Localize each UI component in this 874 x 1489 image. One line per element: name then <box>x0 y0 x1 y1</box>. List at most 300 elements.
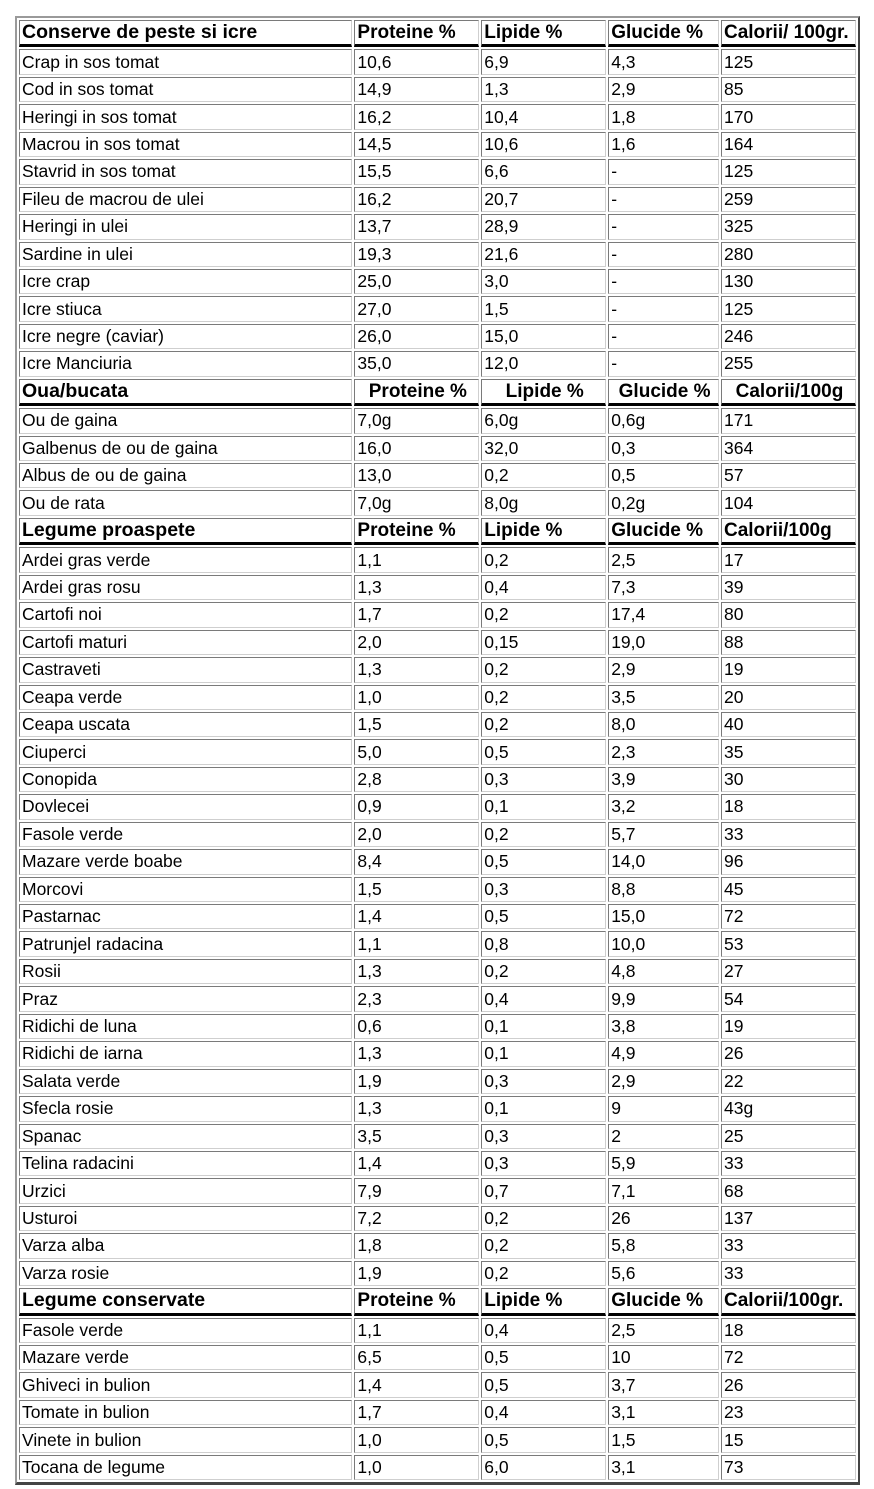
table-row <box>19 904 856 929</box>
food-name-cell: Rosii <box>19 959 352 984</box>
nutrient-value-cell: 54 <box>721 986 856 1011</box>
nutrient-value-cell: 0,1 <box>481 794 606 819</box>
nutrient-value-cell: 1,7 <box>354 1400 479 1425</box>
table-row <box>19 602 856 627</box>
nutrient-value-cell: 3,7 <box>608 1372 719 1397</box>
nutrient-value-cell: 137 <box>721 1206 856 1231</box>
nutrient-value-cell: 6,0 <box>481 1455 606 1480</box>
nutrient-value-cell: 1,0 <box>354 1427 479 1452</box>
nutrient-value-cell: 39 <box>721 575 856 600</box>
nutrient-value-cell: 0,2g <box>608 490 719 515</box>
nutrient-value-cell: 6,5 <box>354 1345 479 1370</box>
nutrient-value-cell: 5,9 <box>608 1151 719 1176</box>
food-name-cell: Icre stiuca <box>19 296 352 321</box>
table-row <box>19 657 856 682</box>
nutrient-value-cell: 7,2 <box>354 1206 479 1231</box>
nutrient-value-cell: - <box>608 242 719 267</box>
nutrient-value-cell: - <box>608 269 719 294</box>
nutrient-value-cell: 10 <box>608 1345 719 1370</box>
nutrient-value-cell: 26 <box>721 1372 856 1397</box>
nutrient-value-cell: 0,2 <box>481 547 606 572</box>
column-header: Glucide % <box>608 1288 719 1315</box>
nutrient-value-cell: 0,2 <box>481 657 606 682</box>
nutrient-value-cell: 1,0 <box>354 685 479 710</box>
food-name-cell: Patrunjel radacina <box>19 931 352 956</box>
food-name-cell: Fasole verde <box>19 822 352 847</box>
food-name-cell: Ceapa verde <box>19 685 352 710</box>
nutrient-value-cell: 14,9 <box>354 77 479 102</box>
nutrient-value-cell: 21,6 <box>481 242 606 267</box>
food-name-cell: Ceapa uscata <box>19 712 352 737</box>
nutrient-value-cell: 1,8 <box>608 104 719 129</box>
nutrient-value-cell: 19 <box>721 657 856 682</box>
table-body <box>19 20 856 1480</box>
food-name-cell: Ou de gaina <box>19 408 352 433</box>
nutrient-value-cell: 0,2 <box>481 463 606 488</box>
nutrient-value-cell: 0,7 <box>481 1178 606 1203</box>
table-row <box>19 986 856 1011</box>
table-row <box>19 187 856 212</box>
nutrient-value-cell: 19 <box>721 1014 856 1039</box>
table-row <box>19 1400 856 1425</box>
nutrient-value-cell: 13,0 <box>354 463 479 488</box>
table-row <box>19 877 856 902</box>
food-name-cell: Sfecla rosie <box>19 1096 352 1121</box>
table-row <box>19 685 856 710</box>
nutrient-value-cell: 72 <box>721 1345 856 1370</box>
food-name-cell: Pastarnac <box>19 904 352 929</box>
nutrition-table <box>15 16 860 1485</box>
section-header-row <box>19 20 856 47</box>
nutrient-value-cell: 15,5 <box>354 159 479 184</box>
section-title: Oua/bucata <box>19 379 352 406</box>
food-name-cell: Cod in sos tomat <box>19 77 352 102</box>
nutrient-value-cell: 0,3 <box>481 1151 606 1176</box>
nutrient-value-cell: 3,2 <box>608 794 719 819</box>
table-row <box>19 269 856 294</box>
nutrient-value-cell: - <box>608 214 719 239</box>
food-name-cell: Ridichi de luna <box>19 1014 352 1039</box>
food-name-cell: Mazare verde boabe <box>19 849 352 874</box>
food-name-cell: Tomate in bulion <box>19 1400 352 1425</box>
nutrient-value-cell: 26 <box>721 1041 856 1066</box>
nutrient-value-cell: 25,0 <box>354 269 479 294</box>
nutrient-value-cell: 1,6 <box>608 132 719 157</box>
nutrient-value-cell: 5,0 <box>354 739 479 764</box>
nutrient-value-cell: 3,1 <box>608 1400 719 1425</box>
table-row <box>19 1318 856 1343</box>
nutrient-value-cell: 35,0 <box>354 351 479 376</box>
nutrient-value-cell: 0,1 <box>481 1096 606 1121</box>
table-row <box>19 1014 856 1039</box>
column-header: Proteine % <box>354 20 479 47</box>
table-row <box>19 739 856 764</box>
table-row <box>19 630 856 655</box>
nutrient-value-cell: 27 <box>721 959 856 984</box>
nutrient-value-cell: 1,3 <box>354 575 479 600</box>
nutrient-value-cell: 19,3 <box>354 242 479 267</box>
nutrient-value-cell: 170 <box>721 104 856 129</box>
nutrient-value-cell: - <box>608 324 719 349</box>
food-name-cell: Icre crap <box>19 269 352 294</box>
nutrient-value-cell: 5,7 <box>608 822 719 847</box>
nutrient-value-cell: 2 <box>608 1124 719 1149</box>
nutrient-value-cell: 0,3 <box>481 767 606 792</box>
nutrient-value-cell: 130 <box>721 269 856 294</box>
food-name-cell: Castraveti <box>19 657 352 682</box>
nutrient-value-cell: 8,0g <box>481 490 606 515</box>
nutrient-value-cell: 325 <box>721 214 856 239</box>
nutrient-value-cell: 280 <box>721 242 856 267</box>
nutrient-value-cell: 96 <box>721 849 856 874</box>
food-name-cell: Cartofi maturi <box>19 630 352 655</box>
food-name-cell: Mazare verde <box>19 1345 352 1370</box>
nutrient-value-cell: 255 <box>721 351 856 376</box>
table-row <box>19 959 856 984</box>
nutrient-value-cell: - <box>608 159 719 184</box>
nutrient-value-cell: 104 <box>721 490 856 515</box>
table-row <box>19 767 856 792</box>
nutrient-value-cell: 53 <box>721 931 856 956</box>
nutrient-value-cell: 22 <box>721 1069 856 1094</box>
nutrient-value-cell: 0,5 <box>481 1372 606 1397</box>
table-row <box>19 1069 856 1094</box>
section-header-row <box>19 379 856 406</box>
nutrient-value-cell: 2,9 <box>608 1069 719 1094</box>
section-title: Conserve de peste si icre <box>19 20 352 47</box>
nutrient-value-cell: 10,6 <box>481 132 606 157</box>
nutrient-value-cell: 45 <box>721 877 856 902</box>
nutrient-value-cell: 20 <box>721 685 856 710</box>
nutrient-value-cell: 10,0 <box>608 931 719 956</box>
food-name-cell: Conopida <box>19 767 352 792</box>
food-name-cell: Galbenus de ou de gaina <box>19 436 352 461</box>
food-name-cell: Ridichi de iarna <box>19 1041 352 1066</box>
nutrient-value-cell: 2,5 <box>608 1318 719 1343</box>
column-header: Proteine % <box>354 379 479 406</box>
nutrient-value-cell: 17 <box>721 547 856 572</box>
table-row <box>19 351 856 376</box>
food-name-cell: Sardine in ulei <box>19 242 352 267</box>
nutrient-value-cell: 26,0 <box>354 324 479 349</box>
nutrient-value-cell: 1,5 <box>354 712 479 737</box>
nutrient-value-cell: 15 <box>721 1427 856 1452</box>
food-name-cell: Tocana de legume <box>19 1455 352 1480</box>
nutrient-value-cell: 9 <box>608 1096 719 1121</box>
table-row <box>19 324 856 349</box>
table-row <box>19 242 856 267</box>
nutrient-value-cell: 0,4 <box>481 575 606 600</box>
nutrient-value-cell: 35 <box>721 739 856 764</box>
nutrient-value-cell: 364 <box>721 436 856 461</box>
nutrient-value-cell: 2,0 <box>354 630 479 655</box>
nutrient-value-cell: 125 <box>721 49 856 74</box>
food-name-cell: Macrou in sos tomat <box>19 132 352 157</box>
nutrient-value-cell: 1,5 <box>608 1427 719 1452</box>
nutrient-value-cell: 1,4 <box>354 1151 479 1176</box>
nutrient-value-cell: 7,0g <box>354 490 479 515</box>
nutrient-value-cell: 2,3 <box>354 986 479 1011</box>
nutrient-value-cell: 1,3 <box>354 1041 479 1066</box>
nutrient-value-cell: 85 <box>721 77 856 102</box>
nutrient-value-cell: 0,6 <box>354 1014 479 1039</box>
nutrient-value-cell: 0,2 <box>481 959 606 984</box>
table-row <box>19 490 856 515</box>
nutrient-value-cell: 1,3 <box>354 1096 479 1121</box>
table-row <box>19 547 856 572</box>
food-name-cell: Stavrid in sos tomat <box>19 159 352 184</box>
table-row <box>19 49 856 74</box>
nutrient-value-cell: 33 <box>721 1151 856 1176</box>
nutrient-value-cell: 80 <box>721 602 856 627</box>
nutrient-value-cell: 6,9 <box>481 49 606 74</box>
column-header: Proteine % <box>354 1288 479 1315</box>
food-name-cell: Morcovi <box>19 877 352 902</box>
nutrient-value-cell: 0,3 <box>481 1069 606 1094</box>
table-row <box>19 1233 856 1258</box>
table-row <box>19 1427 856 1452</box>
nutrient-value-cell: 25 <box>721 1124 856 1149</box>
nutrient-value-cell: 8,0 <box>608 712 719 737</box>
column-header: Lipide % <box>481 1288 606 1315</box>
nutrient-value-cell: 0,9 <box>354 794 479 819</box>
nutrient-value-cell: 1,1 <box>354 547 479 572</box>
table-row <box>19 931 856 956</box>
food-name-cell: Spanac <box>19 1124 352 1149</box>
nutrient-value-cell: 1,9 <box>354 1069 479 1094</box>
nutrient-value-cell: 0,3 <box>481 877 606 902</box>
table-row <box>19 712 856 737</box>
nutrient-value-cell: 5,6 <box>608 1261 719 1286</box>
nutrient-value-cell: - <box>608 296 719 321</box>
food-name-cell: Heringi in sos tomat <box>19 104 352 129</box>
nutrient-value-cell: 40 <box>721 712 856 737</box>
nutrient-value-cell: 5,8 <box>608 1233 719 1258</box>
nutrient-value-cell: 0,5 <box>608 463 719 488</box>
food-name-cell: Ciuperci <box>19 739 352 764</box>
nutrient-value-cell: 0,2 <box>481 602 606 627</box>
nutrient-value-cell: 2,0 <box>354 822 479 847</box>
nutrient-value-cell: 15,0 <box>481 324 606 349</box>
nutrient-value-cell: 0,4 <box>481 1318 606 1343</box>
nutrient-value-cell: 1,9 <box>354 1261 479 1286</box>
column-header: Glucide % <box>608 20 719 47</box>
table-row <box>19 408 856 433</box>
table-row <box>19 1124 856 1149</box>
nutrient-value-cell: 4,3 <box>608 49 719 74</box>
nutrient-value-cell: 7,9 <box>354 1178 479 1203</box>
column-header: Glucide % <box>608 518 719 545</box>
nutrient-value-cell: 0,1 <box>481 1014 606 1039</box>
nutrient-value-cell: 14,0 <box>608 849 719 874</box>
nutrient-value-cell: 7,0g <box>354 408 479 433</box>
column-header: Calorii/100g <box>721 379 856 406</box>
nutrient-value-cell: 3,5 <box>354 1124 479 1149</box>
nutrient-value-cell: 12,0 <box>481 351 606 376</box>
nutrient-value-cell: 0,4 <box>481 986 606 1011</box>
food-name-cell: Fileu de macrou de ulei <box>19 187 352 212</box>
nutrient-value-cell: 0,5 <box>481 1345 606 1370</box>
section-title: Legume proaspete <box>19 518 352 545</box>
column-header: Calorii/ 100gr. <box>721 20 856 47</box>
nutrient-value-cell: 1,3 <box>354 959 479 984</box>
nutrient-value-cell: 6,6 <box>481 159 606 184</box>
nutrient-value-cell: 164 <box>721 132 856 157</box>
nutrient-value-cell: 6,0g <box>481 408 606 433</box>
nutrient-value-cell: 171 <box>721 408 856 433</box>
table-row <box>19 1206 856 1231</box>
food-name-cell: Urzici <box>19 1178 352 1203</box>
column-header: Proteine % <box>354 518 479 545</box>
table-row <box>19 1151 856 1176</box>
nutrient-value-cell: 0,2 <box>481 712 606 737</box>
table-row <box>19 1372 856 1397</box>
table-row <box>19 849 856 874</box>
nutrient-value-cell: 0,2 <box>481 1261 606 1286</box>
table-row <box>19 159 856 184</box>
nutrient-value-cell: 2,9 <box>608 657 719 682</box>
food-name-cell: Vinete in bulion <box>19 1427 352 1452</box>
nutrient-value-cell: 16,0 <box>354 436 479 461</box>
nutrient-value-cell: 1,3 <box>354 657 479 682</box>
table-row <box>19 1041 856 1066</box>
nutrient-value-cell: 10,4 <box>481 104 606 129</box>
food-name-cell: Heringi in ulei <box>19 214 352 239</box>
nutrient-value-cell: 3,9 <box>608 767 719 792</box>
nutrient-value-cell: 19,0 <box>608 630 719 655</box>
table-row <box>19 132 856 157</box>
nutrient-value-cell: 3,1 <box>608 1455 719 1480</box>
nutrient-value-cell: - <box>608 351 719 376</box>
nutrient-value-cell: - <box>608 187 719 212</box>
nutrient-value-cell: 4,9 <box>608 1041 719 1066</box>
food-name-cell: Ardei gras rosu <box>19 575 352 600</box>
nutrient-value-cell: 3,0 <box>481 269 606 294</box>
food-name-cell: Ardei gras verde <box>19 547 352 572</box>
nutrient-value-cell: 246 <box>721 324 856 349</box>
nutrient-value-cell: 32,0 <box>481 436 606 461</box>
table-row <box>19 1261 856 1286</box>
nutrient-value-cell: 16,2 <box>354 187 479 212</box>
nutrient-value-cell: 1,1 <box>354 1318 479 1343</box>
table-row <box>19 794 856 819</box>
nutrient-value-cell: 3,5 <box>608 685 719 710</box>
nutrient-value-cell: 2,3 <box>608 739 719 764</box>
nutrient-value-cell: 68 <box>721 1178 856 1203</box>
table-row <box>19 822 856 847</box>
nutrient-value-cell: 0,2 <box>481 1206 606 1231</box>
nutrient-value-cell: 1,3 <box>481 77 606 102</box>
column-header: Glucide % <box>608 379 719 406</box>
table-row <box>19 77 856 102</box>
food-name-cell: Albus de ou de gaina <box>19 463 352 488</box>
nutrient-value-cell: 1,4 <box>354 1372 479 1397</box>
table-row <box>19 296 856 321</box>
nutrient-value-cell: 1,8 <box>354 1233 479 1258</box>
food-name-cell: Crap in sos tomat <box>19 49 352 74</box>
nutrient-value-cell: 28,9 <box>481 214 606 239</box>
nutrient-value-cell: 16,2 <box>354 104 479 129</box>
nutrient-value-cell: 23 <box>721 1400 856 1425</box>
column-header: Lipide % <box>481 20 606 47</box>
nutrient-value-cell: 0,6g <box>608 408 719 433</box>
food-name-cell: Icre negre (caviar) <box>19 324 352 349</box>
table-row <box>19 463 856 488</box>
food-name-cell: Salata verde <box>19 1069 352 1094</box>
table-row <box>19 436 856 461</box>
column-header: Calorii/100gr. <box>721 1288 856 1315</box>
nutrient-value-cell: 1,5 <box>481 296 606 321</box>
nutrient-value-cell: 0,2 <box>481 822 606 847</box>
food-name-cell: Praz <box>19 986 352 1011</box>
nutrient-value-cell: 33 <box>721 822 856 847</box>
nutrient-value-cell: 27,0 <box>354 296 479 321</box>
nutrient-value-cell: 15,0 <box>608 904 719 929</box>
nutrient-value-cell: 0,2 <box>481 685 606 710</box>
section-header-row <box>19 518 856 545</box>
nutrient-value-cell: 0,5 <box>481 904 606 929</box>
food-name-cell: Icre Manciuria <box>19 351 352 376</box>
column-header: Lipide % <box>481 379 606 406</box>
food-name-cell: Ou de rata <box>19 490 352 515</box>
food-name-cell: Varza rosie <box>19 1261 352 1286</box>
nutrient-value-cell: 9,9 <box>608 986 719 1011</box>
nutrient-value-cell: 2,9 <box>608 77 719 102</box>
table-row <box>19 1096 856 1121</box>
nutrient-value-cell: 14,5 <box>354 132 479 157</box>
nutrient-value-cell: 72 <box>721 904 856 929</box>
nutrient-value-cell: 13,7 <box>354 214 479 239</box>
nutrient-value-cell: 0,3 <box>608 436 719 461</box>
table-row <box>19 214 856 239</box>
column-header: Calorii/100g <box>721 518 856 545</box>
nutrient-value-cell: 20,7 <box>481 187 606 212</box>
nutrient-value-cell: 8,8 <box>608 877 719 902</box>
nutrient-value-cell: 0,5 <box>481 739 606 764</box>
nutrient-value-cell: 57 <box>721 463 856 488</box>
column-header: Lipide % <box>481 518 606 545</box>
section-header-row <box>19 1288 856 1315</box>
nutrient-value-cell: 73 <box>721 1455 856 1480</box>
nutrient-value-cell: 33 <box>721 1261 856 1286</box>
nutrient-value-cell: 8,4 <box>354 849 479 874</box>
nutrient-value-cell: 10,6 <box>354 49 479 74</box>
nutrient-value-cell: 259 <box>721 187 856 212</box>
nutrient-value-cell: 1,0 <box>354 1455 479 1480</box>
nutrient-value-cell: 125 <box>721 159 856 184</box>
nutrient-value-cell: 7,3 <box>608 575 719 600</box>
nutrient-value-cell: 88 <box>721 630 856 655</box>
nutrient-value-cell: 125 <box>721 296 856 321</box>
table-row <box>19 1345 856 1370</box>
food-name-cell: Cartofi noi <box>19 602 352 627</box>
food-name-cell: Telina radacini <box>19 1151 352 1176</box>
nutrient-value-cell: 2,8 <box>354 767 479 792</box>
nutrient-value-cell: 0,8 <box>481 931 606 956</box>
nutrient-value-cell: 33 <box>721 1233 856 1258</box>
table-row <box>19 104 856 129</box>
nutrient-value-cell: 43g <box>721 1096 856 1121</box>
nutrient-value-cell: 18 <box>721 794 856 819</box>
food-name-cell: Varza alba <box>19 1233 352 1258</box>
section-title: Legume conservate <box>19 1288 352 1315</box>
nutrient-value-cell: 1,7 <box>354 602 479 627</box>
nutrient-value-cell: 17,4 <box>608 602 719 627</box>
nutrient-value-cell: 1,1 <box>354 931 479 956</box>
nutrient-value-cell: 0,15 <box>481 630 606 655</box>
nutrient-value-cell: 26 <box>608 1206 719 1231</box>
food-name-cell: Ghiveci in bulion <box>19 1372 352 1397</box>
